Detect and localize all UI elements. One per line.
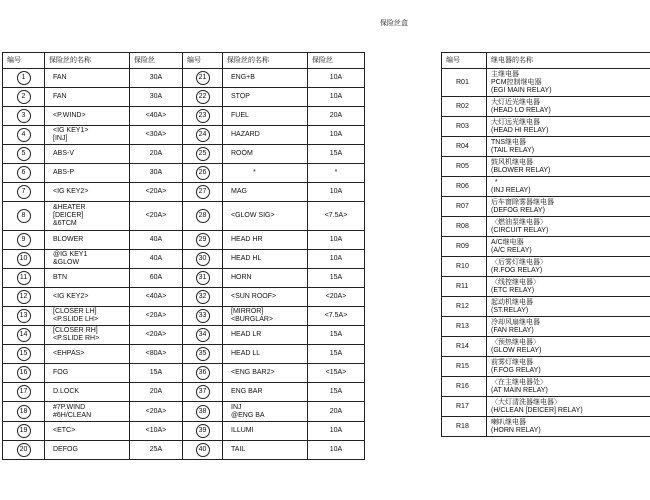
relay-row	[442, 97, 650, 117]
fuse-number-cell	[3, 88, 45, 107]
fuse-number-cell	[183, 183, 223, 202]
relay-row	[442, 297, 650, 317]
relay-name: 后车窗除雾器继电器 (DEFOG RELAY)	[487, 197, 650, 217]
fuse-number-cell	[3, 345, 45, 364]
fuse-name: <IG KEY2>	[45, 183, 130, 202]
fuse-number-cell	[3, 364, 45, 383]
fuse-rating: <15A>	[308, 364, 365, 383]
fuse-number-cell	[183, 441, 223, 460]
fuse-number: 10	[17, 252, 31, 266]
relay-row	[442, 217, 650, 237]
fuse-number-cell	[3, 231, 45, 250]
relay-table	[441, 52, 650, 437]
fuse-rating: 20A	[130, 383, 183, 402]
fuse-table-header	[3, 53, 365, 69]
fuse-name: FOG	[45, 364, 130, 383]
fuse-number-cell	[3, 383, 45, 402]
fuse-name: HEAD HR	[223, 231, 308, 250]
fuse-row	[3, 183, 365, 202]
relay-name: 〈大灯清洗器继电器〉 (H/CLEAN [DEICER] RELAY)	[487, 397, 650, 417]
fuse-row	[3, 126, 365, 145]
fuse-number: 26	[196, 166, 210, 180]
fuse-number: 39	[196, 424, 210, 438]
fuse-rating: <20A>	[130, 307, 183, 326]
fuse-name: @IG KEY1 &GLOW	[45, 250, 130, 269]
fuse-number: 34	[196, 328, 210, 342]
fuse-number-cell	[3, 441, 45, 460]
fuse-rating: <7.5A>	[308, 202, 365, 231]
fuse-name: <IG KEY1> [INJ]	[45, 126, 130, 145]
fuse-row	[3, 69, 365, 88]
relay-number: R14	[442, 337, 487, 357]
fuse-name: HEAD LL	[223, 345, 308, 364]
relay-number: R01	[442, 69, 487, 97]
fuse-row	[3, 402, 365, 422]
fuse-number-cell	[183, 307, 223, 326]
fuse-rating: 10A	[308, 422, 365, 441]
relay-name: 冷却风扇继电器 (FAN RELAY)	[487, 317, 650, 337]
fuse-name: MAG	[223, 183, 308, 202]
fuse-number-cell	[183, 88, 223, 107]
fuse-number-cell	[3, 307, 45, 326]
fuse-name: BTN	[45, 269, 130, 288]
fuse-number-cell	[3, 422, 45, 441]
fuse-rating: 25A	[130, 441, 183, 460]
relay-name: 大灯近光继电器 (HEAD LO RELAY)	[487, 97, 650, 117]
fuse-rating: <30A>	[130, 126, 183, 145]
fuse-number-cell	[3, 164, 45, 183]
relay-name: 前雾灯继电器 (F.FOG RELAY)	[487, 357, 650, 377]
fuse-number-cell	[183, 164, 223, 183]
fuse-name: FAN	[45, 88, 130, 107]
fuse-number-cell	[183, 107, 223, 126]
fuse-name: ABS-P	[45, 164, 130, 183]
fuse-number: 28	[196, 209, 210, 223]
relay-number: R12	[442, 297, 487, 317]
fuse-number: 27	[196, 185, 210, 199]
relay-row	[442, 197, 650, 217]
fuse-number: 13	[17, 309, 31, 323]
relay-number: R18	[442, 417, 487, 437]
relay-name: 〈预热继电器〉 (GLOW RELAY)	[487, 337, 650, 357]
relay-number: R09	[442, 237, 487, 257]
fuse-rating: 30A	[130, 88, 183, 107]
fuse-number: 19	[17, 424, 31, 438]
relay-row	[442, 69, 650, 97]
relay-row	[442, 117, 650, 137]
fuse-rating: 10A	[308, 250, 365, 269]
relay-row	[442, 177, 650, 197]
fuse-number-cell	[3, 402, 45, 422]
fuse-table	[2, 52, 365, 460]
fuse-number: 29	[196, 233, 210, 247]
fuse-number: 24	[196, 128, 210, 142]
fuse-rating: 15A	[308, 269, 365, 288]
fuse-rating: 15A	[308, 326, 365, 345]
relay-row	[442, 277, 650, 297]
fuse-number-cell	[183, 145, 223, 164]
relay-row	[442, 357, 650, 377]
fuse-rating: 20A	[308, 107, 365, 126]
fuse-name: <P.WIND>	[45, 107, 130, 126]
fuse-name: HEAD HL	[223, 250, 308, 269]
header-fuse-rating: 保险丝	[308, 53, 365, 69]
fuse-number: 11	[17, 271, 31, 285]
fuse-name: ROOM	[223, 145, 308, 164]
fuse-number-cell	[3, 107, 45, 126]
fuse-row	[3, 164, 365, 183]
relay-name: 〈在主继电器处〉 (AT MAIN RELAY)	[487, 377, 650, 397]
fuse-number: 9	[17, 233, 31, 247]
relay-number: R11	[442, 277, 487, 297]
fuse-rating: 10A	[308, 441, 365, 460]
relay-row	[442, 137, 650, 157]
header-fuse-rating: 保险丝	[130, 53, 183, 69]
fuse-number: 18	[17, 405, 31, 419]
fuse-number: 1	[17, 71, 31, 85]
fuse-number-cell	[183, 326, 223, 345]
fuse-number: 38	[196, 405, 210, 419]
fuse-rating: <20A>	[130, 326, 183, 345]
fuse-number: 3	[17, 109, 31, 123]
relay-number: R10	[442, 257, 487, 277]
relay-name: 大灯远光继电器 (HEAD HI RELAY)	[487, 117, 650, 137]
fuse-number: 23	[196, 109, 210, 123]
fuse-row	[3, 422, 365, 441]
relay-name: 主继电器 PCM控制继电器 (EGI MAIN RELAY)	[487, 69, 650, 97]
relay-number: R13	[442, 317, 487, 337]
fuse-rating: 20A	[130, 145, 183, 164]
relay-row	[442, 417, 650, 437]
relay-number: R04	[442, 137, 487, 157]
relay-name: A/C继电器 (A/C RELAY)	[487, 237, 650, 257]
fuse-row	[3, 364, 365, 383]
fuse-name: HEAD LR	[223, 326, 308, 345]
fuse-number: 17	[17, 385, 31, 399]
fuse-number-cell	[183, 364, 223, 383]
fuse-name: *	[223, 164, 308, 183]
header-number: 编号	[3, 53, 45, 69]
fuse-number-cell	[183, 202, 223, 231]
relay-name: 〈后雾灯继电器〉 (R.FOG RELAY)	[487, 257, 650, 277]
fuse-name: [MIRROR] <BURGLAR>	[223, 307, 308, 326]
header-relay-name: 继电器的名称	[487, 53, 650, 69]
relay-number: R17	[442, 397, 487, 417]
fuse-name: [CLOSER RH] <P.SLIDE RH>	[45, 326, 130, 345]
fuse-number-cell	[183, 345, 223, 364]
fuse-rating: 30A	[130, 69, 183, 88]
fuse-rating: *	[308, 164, 365, 183]
fuse-number-cell	[3, 202, 45, 231]
fuse-rating: 60A	[130, 269, 183, 288]
header-number: 编号	[442, 53, 487, 69]
fuse-name: ABS-V	[45, 145, 130, 164]
fuse-name: ILLUMI	[223, 422, 308, 441]
fuse-row	[3, 326, 365, 345]
relay-name: 〈线控继电器〉 (ETC RELAY)	[487, 277, 650, 297]
fuse-row	[3, 107, 365, 126]
fuse-row	[3, 145, 365, 164]
fuse-rating: 10A	[308, 88, 365, 107]
relay-name: 〈燃油泵继电器〉 (CIRCUIT RELAY)	[487, 217, 650, 237]
fuse-rating: <40A>	[130, 288, 183, 307]
fuse-rating: 15A	[308, 345, 365, 364]
relay-number: R08	[442, 217, 487, 237]
relay-row	[442, 317, 650, 337]
fuse-rating: 40A	[130, 250, 183, 269]
fuse-number: 20	[17, 443, 31, 457]
fuse-row	[3, 231, 365, 250]
fuse-number: 12	[17, 290, 31, 304]
relay-row	[442, 237, 650, 257]
relay-row	[442, 157, 650, 177]
fuse-name: <IG KEY2>	[45, 288, 130, 307]
relay-row	[442, 337, 650, 357]
page-title: 保险丝盒	[380, 20, 408, 27]
fuse-number-cell	[183, 288, 223, 307]
fuse-number-cell	[183, 231, 223, 250]
fuse-name: <ENG BAR2>	[223, 364, 308, 383]
fuse-row	[3, 345, 365, 364]
fuse-name: HORN	[223, 269, 308, 288]
fuse-row	[3, 250, 365, 269]
fuse-rating: <40A>	[130, 107, 183, 126]
fuse-rating: 40A	[130, 231, 183, 250]
header-fuse-name: 保险丝的名称	[223, 53, 308, 69]
fuse-name: DEFOG	[45, 441, 130, 460]
fuse-number-cell	[3, 269, 45, 288]
fuse-number: 16	[17, 366, 31, 380]
fuse-rating: 15A	[130, 364, 183, 383]
fuse-number: 6	[17, 166, 31, 180]
fuse-number-cell	[3, 288, 45, 307]
fuse-name: ENG+B	[223, 69, 308, 88]
fuse-row	[3, 202, 365, 231]
fuse-row	[3, 269, 365, 288]
fuse-name: INJ @ENG BA	[223, 402, 308, 422]
fuse-row	[3, 383, 365, 402]
fuse-number-cell	[183, 69, 223, 88]
fuse-number-cell	[3, 145, 45, 164]
fuse-number: 36	[196, 366, 210, 380]
fuse-rating: <20A>	[130, 202, 183, 231]
fuse-number: 25	[196, 147, 210, 161]
fuse-name: ENG BAR	[223, 383, 308, 402]
fuse-rating: 10A	[308, 183, 365, 202]
fuse-number-cell	[183, 383, 223, 402]
fuse-number: 8	[17, 209, 31, 223]
fuse-number: 40	[196, 443, 210, 457]
header-fuse-name: 保险丝的名称	[45, 53, 130, 69]
fuse-number: 37	[196, 385, 210, 399]
fuse-rating: <20A>	[308, 288, 365, 307]
fuse-row	[3, 288, 365, 307]
fuse-number-cell	[3, 183, 45, 202]
fuse-rating: <20A>	[130, 183, 183, 202]
fuse-number: 14	[17, 328, 31, 342]
fuse-number-cell	[3, 326, 45, 345]
fuse-name: FUEL	[223, 107, 308, 126]
relay-number: R05	[442, 157, 487, 177]
fuse-number: 33	[196, 309, 210, 323]
fuse-number-cell	[183, 269, 223, 288]
relay-number: R03	[442, 117, 487, 137]
fuse-number-cell	[3, 250, 45, 269]
fuse-number-cell	[3, 126, 45, 145]
relay-row	[442, 397, 650, 417]
relay-row	[442, 257, 650, 277]
fuse-name: <GLOW SIG>	[223, 202, 308, 231]
fuse-name: &HEATER [DEICER] &6TCM	[45, 202, 130, 231]
relay-name: 起动机继电器 (ST.RELAY)	[487, 297, 650, 317]
fuse-number: 35	[196, 347, 210, 361]
relay-row	[442, 377, 650, 397]
fuse-rating: <7.5A>	[308, 307, 365, 326]
fuse-number: 2	[17, 90, 31, 104]
relay-number: R16	[442, 377, 487, 397]
fuse-name: D.LOCK	[45, 383, 130, 402]
fuse-number: 4	[17, 128, 31, 142]
fuse-number-cell	[183, 250, 223, 269]
fuse-number-cell	[3, 69, 45, 88]
fuse-name: STOP	[223, 88, 308, 107]
relay-name: 喇叭继电器 (HORN RELAY)	[487, 417, 650, 437]
fuse-number: 30	[196, 252, 210, 266]
fuse-rating: <80A>	[130, 345, 183, 364]
fuse-number-cell	[183, 402, 223, 422]
relay-name: 鼓风机继电器 (BLOWER RELAY)	[487, 157, 650, 177]
fuse-rating: <20A>	[130, 402, 183, 422]
relay-table-header	[442, 53, 650, 69]
fuse-name: #7P.WIND #6H/CLEAN	[45, 402, 130, 422]
fuse-row	[3, 88, 365, 107]
relay-number: R06	[442, 177, 487, 197]
fuse-rating: 15A	[308, 383, 365, 402]
fuse-number: 15	[17, 347, 31, 361]
fuse-number: 21	[196, 71, 210, 85]
fuse-name: FAN	[45, 69, 130, 88]
fuse-rating: <10A>	[130, 422, 183, 441]
relay-number: R15	[442, 357, 487, 377]
fuse-name: <EHPAS>	[45, 345, 130, 364]
fuse-name: [CLOSER LH] <P.SLIDE LH>	[45, 307, 130, 326]
fuse-number: 22	[196, 90, 210, 104]
fuse-name: HAZARD	[223, 126, 308, 145]
fuse-name: <SUN ROOF>	[223, 288, 308, 307]
fuse-name: TAIL	[223, 441, 308, 460]
fuse-number-cell	[183, 422, 223, 441]
fuse-name: BLOWER	[45, 231, 130, 250]
fuse-row	[3, 307, 365, 326]
fuse-number: 5	[17, 147, 31, 161]
fuse-number-cell	[183, 126, 223, 145]
fuse-number: 32	[196, 290, 210, 304]
fuse-rating: 10A	[308, 126, 365, 145]
fuse-number: 7	[17, 185, 31, 199]
relay-number: R07	[442, 197, 487, 217]
fuse-rating: 10A	[308, 69, 365, 88]
header-number: 编号	[183, 53, 223, 69]
fuse-number: 31	[196, 271, 210, 285]
fuse-row	[3, 441, 365, 460]
fuse-rating: 20A	[308, 402, 365, 422]
fuse-name: <ETC>	[45, 422, 130, 441]
relay-number: R02	[442, 97, 487, 117]
relay-name: TNS继电器 (TAIL RELAY)	[487, 137, 650, 157]
fuse-rating: 15A	[308, 145, 365, 164]
fuse-rating: 10A	[308, 231, 365, 250]
fuse-rating: 30A	[130, 164, 183, 183]
relay-name: * (INJ RELAY)	[487, 177, 650, 197]
